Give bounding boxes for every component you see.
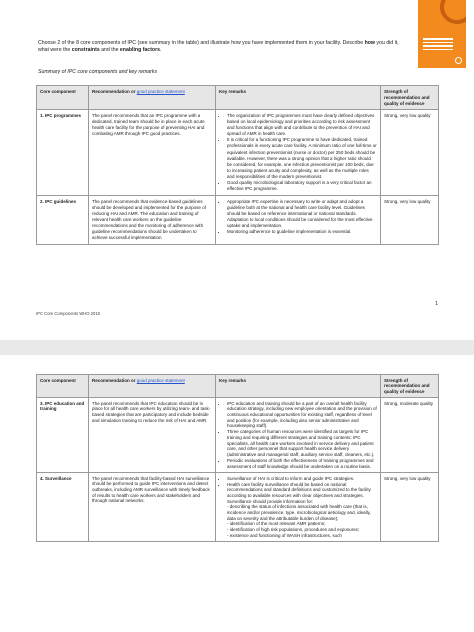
strength-cell: Strong, very low quality bbox=[381, 110, 439, 196]
header-core-component: Core component bbox=[37, 86, 89, 110]
recommendation-cell: The panel recommends that facility-based HAI surveillance should be performed to guide IPC interventions and detect outbreaks, including AMR surveillance with timely feedback of results to health care workers and stakeholders and through national networks. bbox=[89, 473, 216, 542]
header-strength: Strength of recommendation and quality of evidence bbox=[381, 86, 439, 110]
core-components-table-2 bbox=[36, 374, 439, 542]
strength-cell: Strong, very low quality bbox=[381, 196, 439, 245]
remark-item: • Health care facility surveillance should be based on national recommendations and standard definitions and customized to the facility according to available resources with clear objectives and strategies. Surveillance should provide information for: - describing the status of infections associated with health care (that is, incidence and/or prevalence, type, microbiological aetiology and, ideally, data on severity and the attributable burden of disease); - identification of the most relevant AMR patterns; - identification of high risk populations, procedures and exposures; - existence and functioning of WASH infrastructures, such bbox=[227, 482, 377, 539]
table-header-row bbox=[37, 375, 439, 398]
header-strength: Strength of recommendation and quality of evidence bbox=[381, 375, 439, 398]
remark-item: • Periodic evaluations of both the effectiveness of training programmes and assessment of staff knowledge should be undertaken on a routine basis. bbox=[227, 458, 377, 469]
summary-heading: Summary of IPC core components and key remarks bbox=[38, 69, 158, 75]
strength-cell: Strong, very low quality bbox=[381, 473, 439, 542]
remarks-cell bbox=[216, 110, 381, 196]
surveillance-item: - identification of the most relevant AMR patterns; bbox=[227, 521, 326, 527]
good-practice-link[interactable]: good practice statement bbox=[136, 88, 185, 94]
surveillance-item: - describing the status of infections associated with health care (that is, incidence and/or prevalence, type, microbiological aetiology and, ideally, data on severity and the attributable burden of disease); bbox=[227, 504, 371, 521]
table-row bbox=[37, 398, 439, 473]
header-core-component: Core component bbox=[37, 375, 89, 398]
remark-item: • Appropriate IPC expertise is necessary to write or adapt and adopt a guideline both at the national and health care facility level. Guidelines should be based on reference international or national standards. Adaptation to local conditions should be considered for the most effective uptake and implementation. bbox=[227, 199, 377, 229]
who-report-cover-thumbnail bbox=[418, 0, 466, 68]
surveillance-item: - existence and functioning of WASH infrastructures, such bbox=[227, 532, 342, 538]
table-row bbox=[37, 110, 439, 196]
remark-item: • It is critical for a functioning IPC programme to have dedicated, trained professionals in every acute care facility. A minimum ratio of one full-time or equivalent infection preventionist (nurse or doctor) per 250 beds should be available. However, there was a strong opinion that a higher ratio should be considered, for example, one infection preventionist per 100 beds, due to increasing patient acuity and complexity, as well as the multiple roles and responsibilities of the modern preventionist. bbox=[227, 137, 377, 180]
recommendation-cell: The panel recommends that IPC education should be in place for all health care workers by utilizing team- and task-based strategies that are participatory and include bedside and simulation training to reduce the risk of HAI and AMR. bbox=[89, 398, 216, 473]
who-logo-icon bbox=[455, 57, 462, 64]
remark-item: • The organization of IPC programmes must have clearly defined objectives based on local epidemiology and priorities according to risk assessment and functions that align with and contribute to the prevention of HAI and spread of AMR in health care. bbox=[227, 113, 377, 137]
remarks-cell bbox=[216, 196, 381, 245]
remark-item: • Monitoring adherence to guideline implementation is essential. bbox=[227, 229, 377, 235]
page-gap bbox=[0, 340, 474, 355]
remark-item: • Surveillance of HAI is critical to inform and guide IPC strategies. bbox=[227, 476, 377, 482]
page-footer: IPC Core Components WHO 2016 bbox=[36, 311, 101, 316]
component-cell: 4. Surveillance bbox=[37, 473, 89, 542]
good-practice-link[interactable]: good practice statement bbox=[136, 377, 185, 383]
recommendation-cell: The panel recommends that an IPC programme with a dedicated, trained team should be in place in each acute health care facility for the purpose of preventing HAI and combating AMR through IPC good practices. bbox=[89, 110, 216, 196]
intro-instructions: Choose 2 of the 8 core components of IPC (see summary in the table) and illustrate how you have implemented them in your facility. Describe how you did it, what were the constraints and the enabling factors. bbox=[38, 40, 399, 53]
header-key-remarks: Key remarks bbox=[216, 375, 381, 398]
globe-graphic bbox=[440, 0, 466, 24]
table-row bbox=[37, 196, 439, 245]
remark-item: • Good quality microbiological laboratory support is a very critical factor an effective IPC programme. bbox=[227, 180, 377, 192]
page-number: 1 bbox=[435, 301, 438, 307]
table-row bbox=[37, 473, 439, 542]
header-key-remarks: Key remarks bbox=[216, 86, 381, 110]
remark-item: • Three categories of human resources were identified as targets for IPC training and requiring different strategies and training contents: IPC specialists, all health care workers involved in service delivery and patient care, and other personnel that support health service delivery (administrative and managerial staff, auxiliary service staff, cleaners, etc.). bbox=[227, 429, 377, 458]
strength-cell: Strong, moderate quality bbox=[381, 398, 439, 473]
header-recommendation: Recommendation or good practice statement bbox=[89, 375, 216, 398]
component-cell: 3. IPC education and training bbox=[37, 398, 89, 473]
remark-item: • IPC education and training should be a part of an overall health facility education strategy, including new employee orientation and the provision of continuous educational opportunities for existing staff, regardless of level and position (for example, including also senior administrative and housekeeping staff). bbox=[227, 401, 377, 430]
surveillance-item: - identification of high risk populations, procedures and exposures; bbox=[227, 527, 360, 533]
remarks-cell bbox=[216, 398, 381, 473]
core-components-table-1 bbox=[36, 85, 439, 245]
remarks-cell bbox=[216, 473, 381, 542]
table-header-row bbox=[37, 86, 439, 110]
header-recommendation: Recommendation or good practice statement bbox=[89, 86, 216, 110]
component-cell: 2. IPC guidelines bbox=[37, 196, 89, 245]
recommendation-cell: The panel recommends that evidence-based guidelines should be developed and implemented for the purpose of reducing HAI and AMR. The education and training of relevant health care workers on the guideline recommendations and the monitoring of adherence with guideline recommendations should be undertaken to achieve successful implementation bbox=[89, 196, 216, 245]
component-cell: 1. IPC programmes bbox=[37, 110, 89, 196]
